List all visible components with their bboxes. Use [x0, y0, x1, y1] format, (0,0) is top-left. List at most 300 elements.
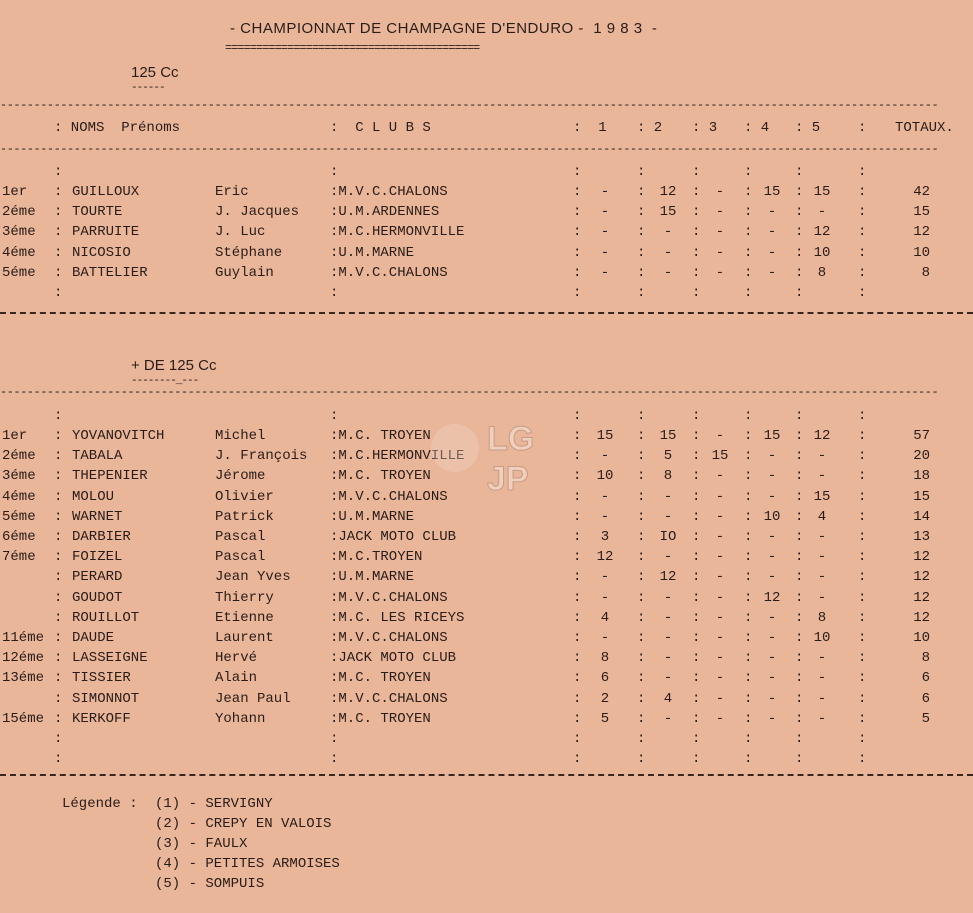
round-2-score: -: [663, 224, 673, 241]
round-2-score: 15: [659, 204, 677, 221]
legend-item-3: (3) - FAULX: [155, 836, 248, 852]
column-separator: :: [692, 569, 701, 586]
rider-firstname: J. François: [215, 448, 308, 465]
column-separator: :: [692, 407, 701, 424]
column-separator: :: [692, 751, 701, 768]
round-3-score: -: [715, 609, 725, 626]
category-underline-125: ------: [131, 82, 165, 94]
total-score: 12: [913, 569, 930, 586]
column-separator: :: [573, 589, 582, 606]
column-separator: :: [573, 508, 582, 525]
total-score: 13: [913, 529, 930, 545]
column-separator: :: [744, 468, 753, 485]
round-3-score: -: [715, 549, 725, 566]
column-separator: :: [637, 751, 646, 768]
rider-name: FOIZEL: [72, 549, 123, 566]
header-sep: :: [858, 120, 867, 136]
column-separator: :: [54, 407, 63, 424]
column-separator: :: [637, 264, 646, 281]
rank: 3éme: [2, 468, 36, 485]
round-1-score: -: [600, 630, 610, 646]
round-3-score: -: [715, 508, 725, 525]
rider-firstname: Pascal: [215, 529, 266, 545]
rank: 12éme: [2, 650, 45, 667]
rider-firstname: Jean Yves: [215, 569, 291, 586]
rider-name: PARRUITE: [72, 224, 140, 241]
column-separator: :: [637, 630, 646, 646]
document-title: - CHAMPIONNAT DE CHAMPAGNE D'ENDURO - 1 9 8 3 -: [230, 20, 658, 37]
round-1-score: -: [600, 488, 610, 505]
column-separator: :: [54, 670, 63, 687]
column-separator: :: [573, 731, 582, 747]
column-separator: :: [858, 710, 867, 727]
round-5-score: 15: [813, 184, 831, 200]
column-separator: :: [692, 549, 701, 566]
club-name: :U.M.MARNE: [330, 569, 415, 586]
club-name: :M.C. TROYEN: [330, 468, 431, 485]
rider-firstname: Thierry: [215, 589, 274, 606]
column-separator: :: [692, 609, 701, 626]
column-separator: :: [573, 650, 582, 667]
column-separator: :: [54, 630, 63, 646]
column-separator: :: [573, 448, 582, 465]
round-3-score: -: [715, 184, 725, 200]
rider-firstname: Guylain: [215, 264, 274, 281]
column-separator: :: [858, 407, 867, 424]
round-3-score: -: [715, 428, 725, 444]
rider-firstname: Jean Paul: [215, 690, 291, 707]
table-row: [0, 711, 973, 731]
total-score: 6: [921, 690, 930, 707]
round-2-score: -: [663, 589, 673, 606]
table-row: [0, 529, 973, 549]
column-separator: :: [795, 670, 804, 687]
column-separator: :: [54, 285, 63, 301]
title-underline: =========================================: [225, 41, 480, 55]
column-separator: :: [637, 508, 646, 525]
column-separator: :: [858, 690, 867, 707]
column-separator: :: [637, 407, 646, 424]
total-score: 42: [913, 184, 930, 200]
club-name: :JACK MOTO CLUB: [330, 529, 457, 545]
table-row: [0, 184, 973, 204]
column-separator: :: [858, 751, 867, 768]
column-separator: :: [573, 163, 582, 180]
column-separator: :: [54, 751, 63, 768]
round-4-score: 10: [763, 508, 781, 525]
round-2-score: -: [663, 710, 673, 727]
table-row: [0, 610, 973, 630]
column-separator: :: [744, 508, 753, 525]
column-separator: :: [54, 224, 63, 241]
column-separator: :: [692, 184, 701, 200]
round-1-score: 4: [600, 609, 610, 626]
column-separator: :: [795, 589, 804, 606]
header-col-5: : 5: [795, 120, 821, 136]
club-name: :M.C. LES RICEYS: [330, 609, 465, 626]
round-5-score: 10: [813, 630, 831, 646]
column-separator: :: [858, 468, 867, 485]
column-separator: :: [795, 549, 804, 566]
round-5-score: -: [817, 690, 827, 707]
column-separator: :: [795, 285, 804, 301]
rider-name: PERARD: [72, 569, 123, 586]
column-separator: :: [54, 589, 63, 606]
rider-firstname: Eric: [215, 184, 249, 200]
column-separator: :: [858, 630, 867, 646]
round-3-score: -: [715, 468, 725, 485]
column-separator: :: [54, 264, 63, 281]
column-separator: :: [692, 731, 701, 747]
column-separator: :: [795, 224, 804, 241]
club-name: :M.V.C.CHALONS: [330, 264, 448, 281]
club-name: :M.V.C.CHALONS: [330, 589, 448, 606]
rank: 4éme: [2, 244, 36, 261]
column-separator: :: [858, 244, 867, 261]
column-separator: :: [54, 448, 63, 465]
total-score: 14: [913, 508, 930, 525]
rank: 1er: [2, 428, 28, 444]
column-separator: :: [637, 285, 646, 301]
round-2-score: -: [663, 609, 673, 626]
rider-name: ROUILLOT: [72, 609, 140, 626]
column-separator: :: [858, 204, 867, 221]
column-separator: :: [692, 448, 701, 465]
round-2-score: -: [663, 670, 673, 687]
round-3-score: -: [715, 224, 725, 241]
column-separator: :: [858, 569, 867, 586]
column-separator: :: [744, 609, 753, 626]
round-5-score: 4: [817, 508, 827, 525]
rider-name: DARBIER: [72, 529, 131, 545]
total-score: 5: [921, 710, 930, 727]
column-separator: :: [795, 448, 804, 465]
round-2-score: -: [663, 650, 673, 667]
round-3-score: -: [715, 569, 725, 586]
column-separator: :: [795, 731, 804, 747]
round-1-score: -: [600, 264, 610, 281]
column-separator: :: [54, 508, 63, 525]
rider-name: WARNET: [72, 508, 123, 525]
column-separator: :: [858, 731, 867, 747]
rank: 11éme: [2, 630, 45, 646]
column-separator: :: [330, 285, 339, 301]
column-separator: :: [637, 448, 646, 465]
column-separator: :: [637, 428, 646, 444]
column-separator: :: [795, 508, 804, 525]
spacer-row: [0, 751, 973, 771]
round-2-score: 8: [663, 468, 673, 485]
column-separator: :: [795, 751, 804, 768]
column-separator: :: [573, 751, 582, 768]
table-row: [0, 509, 973, 529]
column-separator: :: [858, 589, 867, 606]
column-separator: :: [692, 244, 701, 261]
rider-name: GOUDOT: [72, 589, 123, 606]
round-5-score: 12: [813, 428, 831, 444]
rider-name: THEPENIER: [72, 468, 148, 485]
column-separator: :: [744, 710, 753, 727]
column-separator: :: [858, 549, 867, 566]
round-4-score: -: [767, 488, 777, 505]
rank: 7éme: [2, 549, 36, 566]
column-separator: :: [573, 407, 582, 424]
table-row: [0, 265, 973, 285]
header-noms: : NOMS Prénoms: [54, 120, 181, 136]
watermark-logo: [425, 408, 555, 498]
round-4-score: -: [767, 468, 777, 485]
svg-text:JP: JP: [487, 460, 529, 498]
column-separator: :: [692, 163, 701, 180]
column-separator: :: [795, 264, 804, 281]
column-separator: :: [692, 710, 701, 727]
round-5-score: 8: [817, 264, 827, 281]
rank: 2éme: [2, 448, 36, 465]
round-5-score: -: [817, 529, 827, 545]
category-underline-plus-125: --------_---: [131, 375, 199, 387]
rider-firstname: Jérome: [215, 468, 266, 485]
total-score: 15: [913, 204, 930, 221]
round-5-score: -: [817, 710, 827, 727]
total-score: 20: [913, 448, 930, 465]
column-separator: :: [637, 488, 646, 505]
column-separator: :: [637, 731, 646, 747]
column-separator: :: [858, 428, 867, 444]
column-separator: :: [744, 488, 753, 505]
column-separator: :: [795, 488, 804, 505]
rider-firstname: Etienne: [215, 609, 274, 626]
column-separator: :: [858, 670, 867, 687]
round-3-score: -: [715, 264, 725, 281]
round-5-score: 15: [813, 488, 831, 505]
round-2-score: IO: [659, 529, 677, 545]
round-5-score: -: [817, 589, 827, 606]
column-separator: :: [858, 448, 867, 465]
round-3-score: -: [715, 529, 725, 545]
rider-firstname: Patrick: [215, 508, 274, 525]
total-score: 12: [913, 224, 930, 241]
table2-top-rule: --------------------------------------------------------------------------------------------------------------------------------------------: [0, 385, 939, 399]
round-4-score: -: [767, 549, 777, 566]
round-4-score: 12: [763, 589, 781, 606]
column-separator: :: [692, 224, 701, 241]
round-4-score: 15: [763, 184, 781, 200]
header-col-2: : 2: [637, 120, 663, 136]
round-3-score: -: [715, 690, 725, 707]
rider-firstname: Alain: [215, 670, 258, 687]
round-3-score: -: [715, 488, 725, 505]
column-separator: :: [858, 224, 867, 241]
column-separator: :: [795, 184, 804, 200]
rider-name: LASSEIGNE: [72, 650, 148, 667]
club-name: :M.C. TROYEN: [330, 670, 431, 687]
round-2-score: 12: [659, 569, 677, 586]
round-4-score: -: [767, 609, 777, 626]
round-5-score: -: [817, 204, 827, 221]
round-4-score: -: [767, 569, 777, 586]
column-separator: :: [858, 163, 867, 180]
rider-name: KERKOFF: [72, 710, 131, 727]
rank: 6éme: [2, 529, 36, 545]
column-separator: :: [54, 609, 63, 626]
column-separator: :: [795, 407, 804, 424]
column-separator: :: [744, 650, 753, 667]
round-3-score: -: [715, 244, 725, 261]
spacer-row: [0, 285, 973, 305]
column-separator: :: [692, 630, 701, 646]
column-separator: :: [637, 184, 646, 200]
rider-firstname: J. Luc: [215, 224, 266, 241]
column-separator: :: [858, 650, 867, 667]
column-separator: :: [573, 264, 582, 281]
round-4-score: -: [767, 224, 777, 241]
column-separator: :: [637, 650, 646, 667]
legend-label: Légende :: [62, 796, 138, 812]
rank: 4éme: [2, 488, 36, 505]
column-separator: :: [692, 508, 701, 525]
round-2-score: 12: [659, 184, 677, 200]
column-separator: :: [54, 731, 63, 747]
column-separator: :: [637, 244, 646, 261]
round-1-score: -: [600, 448, 610, 465]
column-separator: :: [858, 264, 867, 281]
column-separator: :: [858, 609, 867, 626]
column-separator: :: [858, 285, 867, 301]
column-separator: :: [54, 690, 63, 707]
round-4-score: -: [767, 264, 777, 281]
rider-name: TABALA: [72, 448, 123, 465]
column-separator: :: [795, 468, 804, 485]
club-name: :U.M.MARNE: [330, 508, 415, 525]
rider-name: TISSIER: [72, 670, 131, 687]
table-row: [0, 650, 973, 670]
round-1-score: 5: [600, 710, 610, 727]
round-3-score: -: [715, 650, 725, 667]
round-3-score: -: [715, 710, 725, 727]
column-separator: :: [744, 428, 753, 444]
column-separator: :: [744, 163, 753, 180]
table-row: [0, 670, 973, 690]
column-separator: :: [330, 163, 339, 180]
column-separator: :: [744, 224, 753, 241]
rider-name: TOURTE: [72, 204, 123, 221]
column-separator: :: [54, 184, 63, 200]
table-row: [0, 691, 973, 711]
column-separator: :: [573, 204, 582, 221]
column-separator: :: [795, 569, 804, 586]
column-separator: :: [692, 690, 701, 707]
round-2-score: -: [663, 630, 673, 646]
total-score: 8: [921, 650, 930, 667]
club-name: :M.C.HERMONVILLE: [330, 448, 465, 465]
total-score: 57: [913, 428, 930, 444]
round-4-score: -: [767, 244, 777, 261]
column-separator: :: [744, 731, 753, 747]
column-separator: :: [744, 448, 753, 465]
column-separator: :: [744, 569, 753, 586]
club-name: :M.V.C.CHALONS: [330, 488, 448, 505]
round-3-score: -: [715, 670, 725, 687]
column-separator: :: [692, 650, 701, 667]
column-separator: :: [637, 549, 646, 566]
column-separator: :: [573, 670, 582, 687]
header-col-3: : 3: [692, 120, 718, 136]
column-separator: :: [54, 650, 63, 667]
column-separator: :: [54, 204, 63, 221]
column-separator: :: [54, 428, 63, 444]
club-name: :M.C. TROYEN: [330, 710, 431, 727]
round-4-score: -: [767, 670, 777, 687]
header-clubs: : C L U B S: [330, 120, 431, 136]
rider-name: NICOSIO: [72, 244, 131, 261]
total-score: 12: [913, 589, 930, 606]
column-separator: :: [573, 468, 582, 485]
round-5-score: 8: [817, 609, 827, 626]
total-score: 6: [921, 670, 930, 687]
rank: 2éme: [2, 204, 36, 221]
column-separator: :: [573, 569, 582, 586]
column-separator: :: [573, 529, 582, 545]
column-separator: :: [573, 630, 582, 646]
header-totaux: TOTAUX.: [895, 120, 954, 136]
column-separator: :: [54, 488, 63, 505]
total-score: 12: [913, 549, 930, 566]
column-separator: :: [54, 710, 63, 727]
round-4-score: -: [767, 630, 777, 646]
column-separator: :: [858, 184, 867, 200]
column-separator: :: [795, 609, 804, 626]
column-separator: :: [744, 204, 753, 221]
section-divider-1: [0, 312, 973, 317]
round-1-score: 8: [600, 650, 610, 667]
svg-text:LG: LG: [487, 420, 535, 458]
round-1-score: -: [600, 204, 610, 221]
rider-firstname: Olivier: [215, 488, 274, 505]
column-separator: :: [330, 751, 339, 768]
rider-name: YOVANOVITCH: [72, 428, 165, 444]
round-1-score: -: [600, 569, 610, 586]
round-5-score: -: [817, 569, 827, 586]
column-separator: :: [330, 407, 339, 424]
column-separator: :: [744, 549, 753, 566]
column-separator: :: [573, 224, 582, 241]
column-separator: :: [573, 690, 582, 707]
column-separator: :: [573, 285, 582, 301]
column-separator: :: [54, 549, 63, 566]
round-3-score: -: [715, 589, 725, 606]
column-separator: :: [744, 690, 753, 707]
club-name: :U.M.MARNE: [330, 244, 415, 261]
spacer-row: [0, 164, 973, 184]
legend-item-4: (4) - PETITES ARMOISES: [155, 856, 340, 872]
round-1-score: 3: [600, 529, 610, 545]
column-separator: :: [795, 690, 804, 707]
column-separator: :: [858, 529, 867, 545]
club-name: :M.C.HERMONVILLE: [330, 224, 465, 241]
total-score: 8: [921, 264, 930, 281]
club-name: :JACK MOTO CLUB: [330, 650, 457, 667]
round-3-score: 15: [711, 448, 729, 465]
rank: 5éme: [2, 508, 36, 525]
column-separator: :: [637, 609, 646, 626]
round-2-score: 15: [659, 428, 677, 444]
column-separator: :: [744, 630, 753, 646]
column-separator: :: [744, 751, 753, 768]
round-4-score: -: [767, 690, 777, 707]
column-separator: :: [573, 710, 582, 727]
rider-firstname: Stéphane: [215, 244, 283, 261]
column-separator: :: [744, 589, 753, 606]
